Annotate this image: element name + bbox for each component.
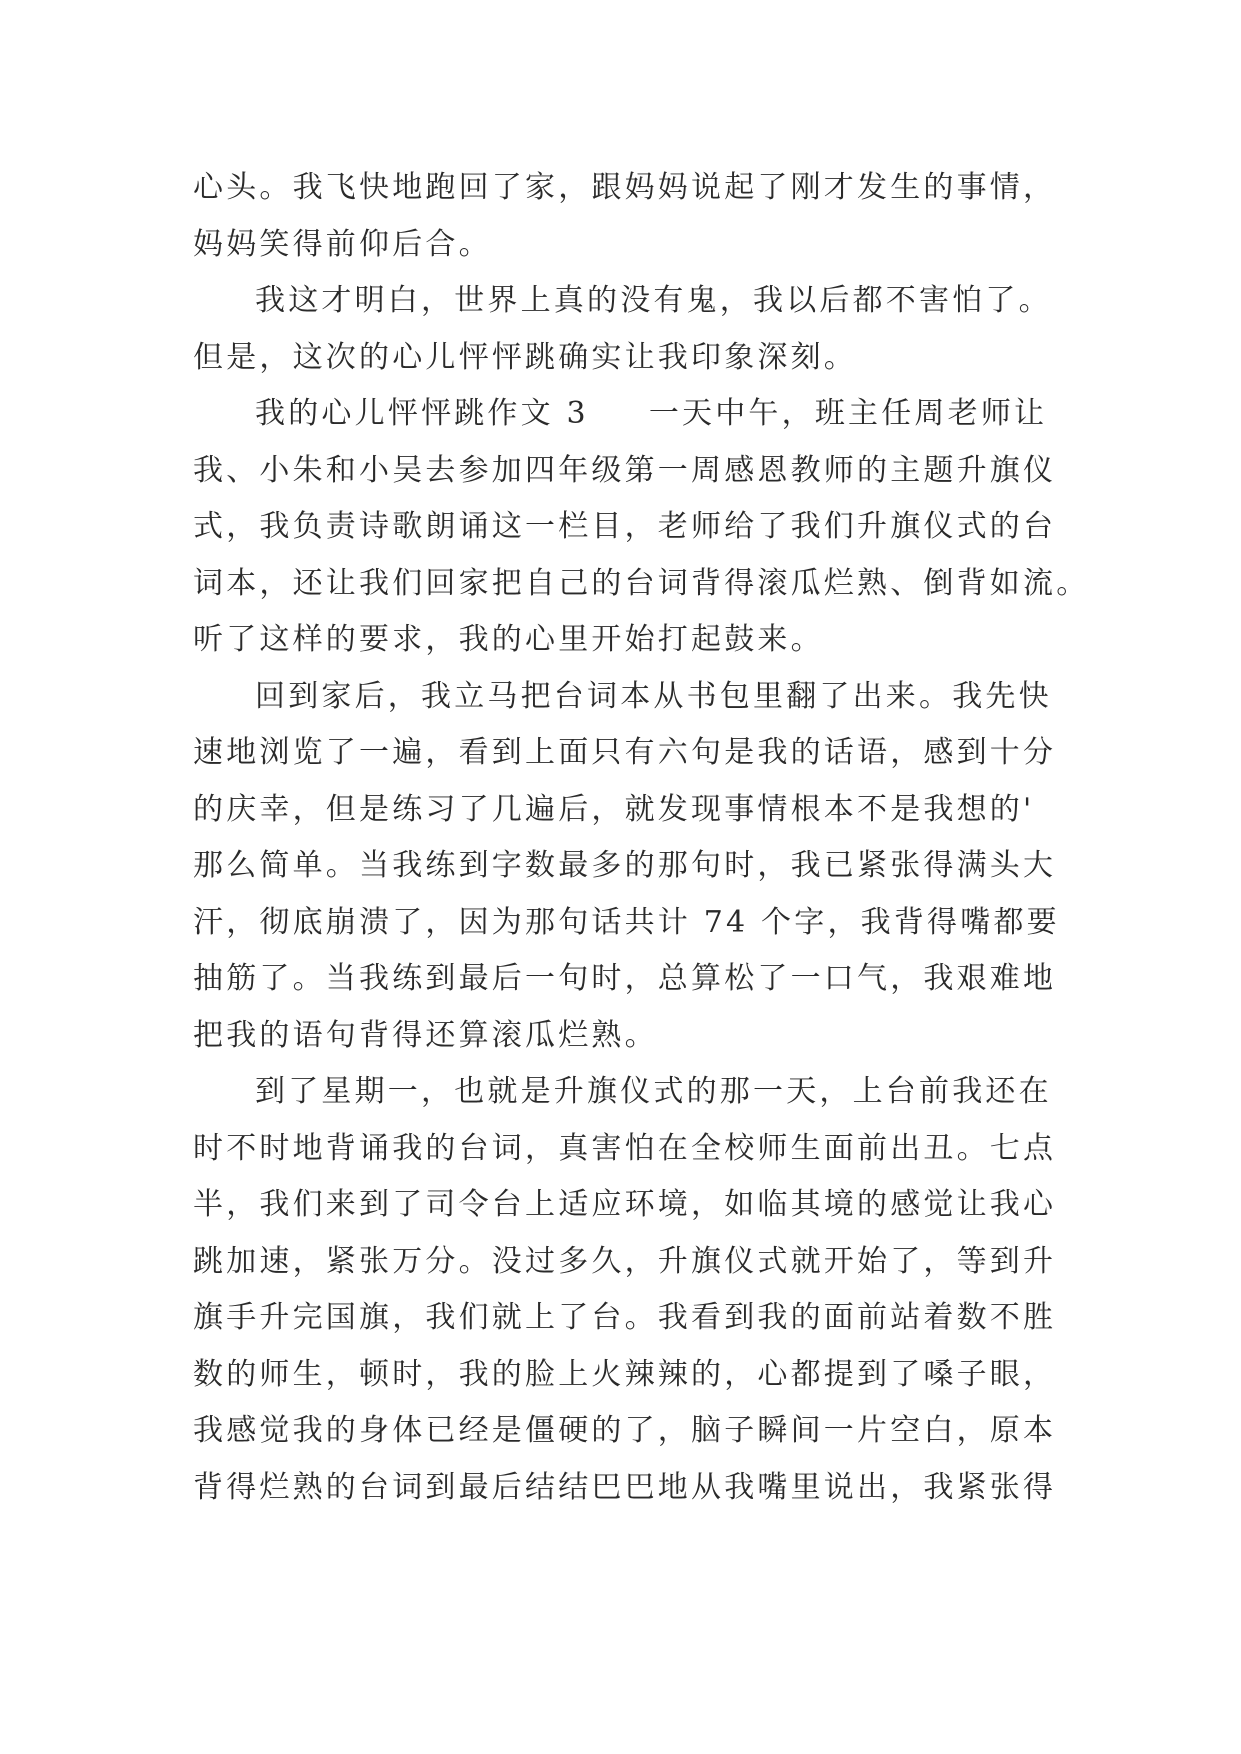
paragraph-start-text: 一天中午，班主任周老师让 — [648, 396, 1048, 431]
text-line: 背得烂熟的台词到最后结结巴巴地从我嘴里说出，我紧张得 — [193, 1469, 1057, 1505]
essay-heading-line — [193, 386, 1083, 443]
text-line: 但是，这次的心儿怦怦跳确实让我印象深刻。 — [193, 339, 857, 375]
paragraph-start-line: 我这才明白，世界上真的没有鬼，我以后都不害怕了。 — [255, 283, 1052, 318]
essay-title: 我的心儿怦怦跳作文 3 — [255, 396, 589, 431]
text-line: 汗，彻底崩溃了，因为那句话共计 74 个字，我背得嘴都要 — [193, 904, 1060, 940]
text-line: 那么简单。当我练到字数最多的那句时，我已紧张得满头大 — [193, 848, 1057, 883]
text-line: 妈妈笑得前仰后合。 — [193, 226, 492, 262]
text-line: 我感觉我的身体已经是僵硬的了，脑子瞬间一片空白，原本 — [193, 1413, 1057, 1448]
text-line: 半，我们来到了司令台上适应环境，如临其境的感觉让我心 — [193, 1187, 1057, 1222]
text-line: 心头。我飞快地跑回了家，跟妈妈说起了刚才发生的事情， — [193, 170, 1057, 205]
text-line: 听了这样的要求，我的心里开始打起鼓来。 — [193, 622, 824, 657]
text-line: 我、小朱和小吴去参加四年级第一周感恩教师的主题升旗仪 — [193, 452, 1057, 488]
text-line: 词本，还让我们回家把自己的台词背得滚瓜烂熟、倒背如流。 — [193, 565, 1090, 601]
text-line: 跳加速，紧张万分。没过多久，升旗仪式就开始了，等到升 — [193, 1243, 1057, 1279]
text-line: 把我的语句背得还算滚瓜烂熟。 — [193, 1017, 658, 1053]
text-line: 抽筋了。当我练到最后一句时，总算松了一口气，我艰难地 — [193, 961, 1057, 996]
text-line: 旗手升完国旗，我们就上了台。我看到我的面前站着数不胜 — [193, 1300, 1057, 1335]
paragraph-start-line: 回到家后，我立马把台词本从书包里翻了出来。我先快 — [255, 678, 1052, 714]
essay-body — [193, 160, 1090, 1516]
text-line: 时不时地背诵我的台词，真害怕在全校师生面前出丑。七点 — [193, 1130, 1057, 1166]
text-line: 速地浏览了一遍，看到上面只有六句是我的话语，感到十分 — [193, 735, 1057, 770]
text-line: 数的师生，顿时，我的脸上火辣辣的，心都提到了嗓子眼， — [193, 1356, 1057, 1392]
text-line: 的庆幸，但是练习了几遍后，就发现事情根本不是我想的' — [193, 791, 1035, 827]
paragraph-start-line: 到了星期一，也就是升旗仪式的那一天，上台前我还在 — [255, 1074, 1052, 1109]
text-line: 式，我负责诗歌朗诵这一栏目，老师给了我们升旗仪式的台 — [193, 509, 1057, 544]
